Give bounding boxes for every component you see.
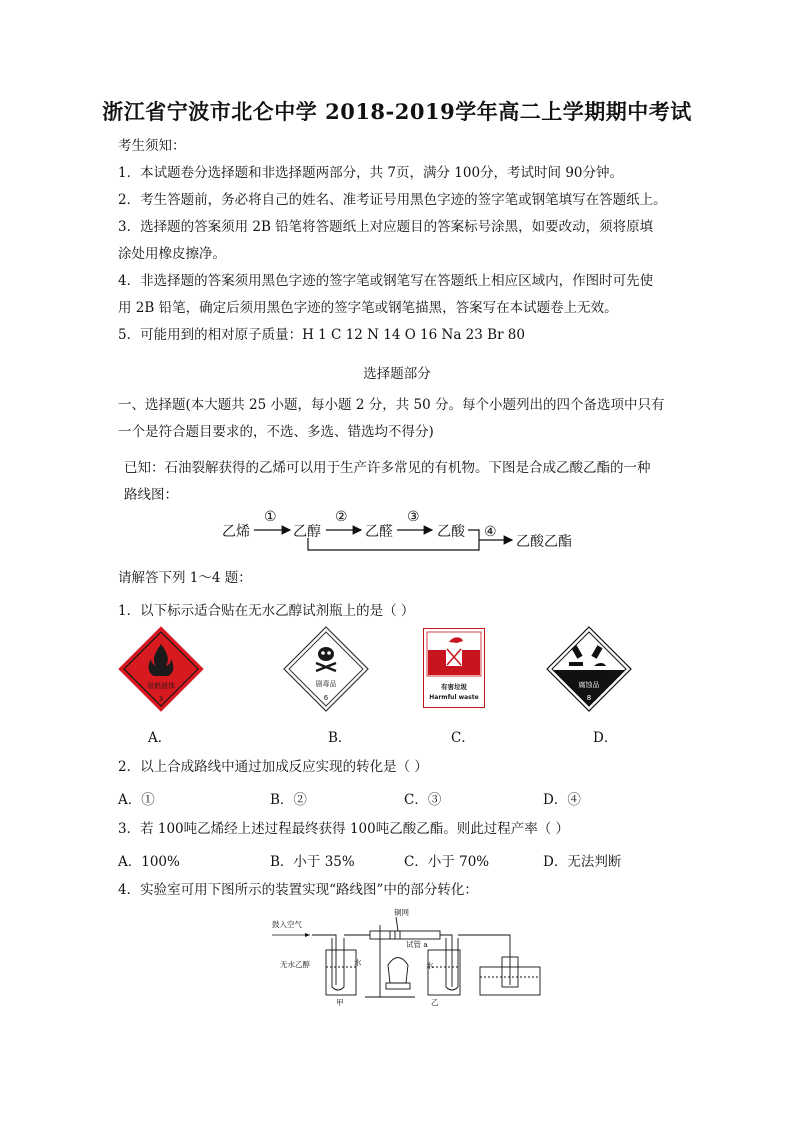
q2-option-b[interactable]: B．② xyxy=(270,792,307,808)
q3-option-c[interactable]: C．小于 70% xyxy=(404,854,490,870)
instruction-item: 涂处用橡皮擦净。 xyxy=(118,246,226,262)
q3-option-d[interactable]: D．无法判断 xyxy=(543,854,622,870)
sign-a-number: 3 xyxy=(158,695,164,703)
step-4: ④ xyxy=(484,524,497,540)
q3-option-a[interactable]: A．100% xyxy=(118,854,180,870)
q2-stem: 2．以上合成路线中通过加成反应实现的转化是（ ） xyxy=(118,759,428,775)
label-water-1: 水 xyxy=(354,958,362,967)
instruction-item: 3．选择题的答案须用 2B 铅笔将答题纸上对应题目的答案标号涂黑，如要改动，须将原填 xyxy=(118,219,654,235)
q2-option-c[interactable]: C．③ xyxy=(404,792,442,808)
part1-line: 一个是符合题目要求的，不选、多选、错选均不得分) xyxy=(118,424,434,440)
q3-option-b[interactable]: B．小于 35% xyxy=(270,854,355,870)
corrosive-sign xyxy=(546,626,632,712)
sign-b-number: 6 xyxy=(323,694,329,702)
label-air: 鼓入空气 xyxy=(272,920,302,929)
toxic-sign xyxy=(283,626,369,712)
node-ethyl-acetate: 乙酸乙酯 xyxy=(516,534,572,550)
node-acetaldehyde: 乙醛 xyxy=(365,524,393,540)
instruction-item: 1．本试题卷分选择题和非选择题两部分，共 7页，满分 100分，考试时间 90分钟。 xyxy=(118,165,623,181)
node-acetic-acid: 乙酸 xyxy=(437,524,465,540)
label-water-2: 水 xyxy=(426,961,434,970)
label-jia: 甲 xyxy=(336,998,344,1007)
part1-line: 一、选择题(本大题共 25 小题，每小题 2 分，共 50 分。每个小题列出的四个备选项中只有 xyxy=(118,397,665,413)
prompt: 请解答下列 1～4 题： xyxy=(118,570,252,586)
sign-a-text: 易燃液体 xyxy=(147,682,175,690)
instructions-heading: 考生须知： xyxy=(118,138,186,154)
sign-c-text: 有害垃圾 xyxy=(441,683,467,691)
q3-stem: 3．若 100吨乙烯经上述过程最终获得 100吨乙酸乙酯。则此过程产率（ ） xyxy=(118,821,569,837)
known-line: 已知：石油裂解获得的乙烯可以用于生产许多常见的有机物。下图是合成乙酸乙酯的一种 xyxy=(124,460,651,476)
step-1: ① xyxy=(264,509,277,525)
label-yi: 乙 xyxy=(431,998,439,1007)
step-2: ② xyxy=(335,509,348,525)
sign-d-text: 腐蚀品 xyxy=(578,681,600,689)
known-line: 路线图： xyxy=(124,487,178,503)
node-ethanol: 乙醇 xyxy=(293,524,321,540)
instruction-item: 2．考生答题前，务必将自己的姓名、准考证号用黑色字迹的签字笔或钢笔填写在答题纸上。 xyxy=(118,192,667,208)
q4-stem: 4．实验室可用下图所示的装置实现“路线图”中的部分转化： xyxy=(118,882,478,898)
q1-option-a[interactable]: A． xyxy=(148,730,172,746)
flammable-liquid-sign xyxy=(118,626,204,712)
q1-stem: 1．以下标示适合贴在无水乙醇试剂瓶上的是（ ） xyxy=(118,603,415,619)
q2-option-a[interactable]: A．① xyxy=(118,792,155,808)
step-3: ③ xyxy=(407,509,420,525)
instruction-item: 5．可能用到的相对原子质量：H 1 C 12 N 14 O 16 Na 23 Br 80 xyxy=(118,327,525,343)
route-diagram xyxy=(0,506,794,556)
route-line xyxy=(468,530,479,541)
sign-d-number: 8 xyxy=(586,694,592,702)
hazard-signs xyxy=(0,624,794,714)
q1-option-d[interactable]: D． xyxy=(593,730,618,746)
q1-option-b[interactable]: B． xyxy=(328,730,352,746)
label-copper: 铜网 xyxy=(394,908,409,917)
instruction-item: 用 2B 铅笔，确定后须用黑色字迹的签字笔或钢笔描黑，答案写在本试题卷上无效。 xyxy=(118,300,618,316)
q1-option-c[interactable]: C． xyxy=(451,730,475,746)
page-title: 浙江省宁波市北仑中学 2018-2019学年高二上学期期中考试 xyxy=(102,99,692,124)
label-tube: 试管 a xyxy=(406,940,428,949)
q2-option-d[interactable]: D．④ xyxy=(543,792,581,808)
label-ethanol: 无水乙醇 xyxy=(280,960,310,969)
sign-b-text: 剧毒品 xyxy=(315,680,337,688)
node-ethylene: 乙烯 xyxy=(222,524,250,540)
instruction-item: 4．非选择题的答案须用黑色字迹的签字笔或钢笔写在答题纸上相应区域内，作图时可先使 xyxy=(118,273,654,289)
section-title: 选择题部分 xyxy=(363,366,431,382)
sign-c-text-en: Harmful waste xyxy=(429,694,479,701)
lab-apparatus-diagram xyxy=(270,905,570,1015)
harmful-waste-sign xyxy=(423,628,485,708)
route-arrows xyxy=(0,506,794,556)
